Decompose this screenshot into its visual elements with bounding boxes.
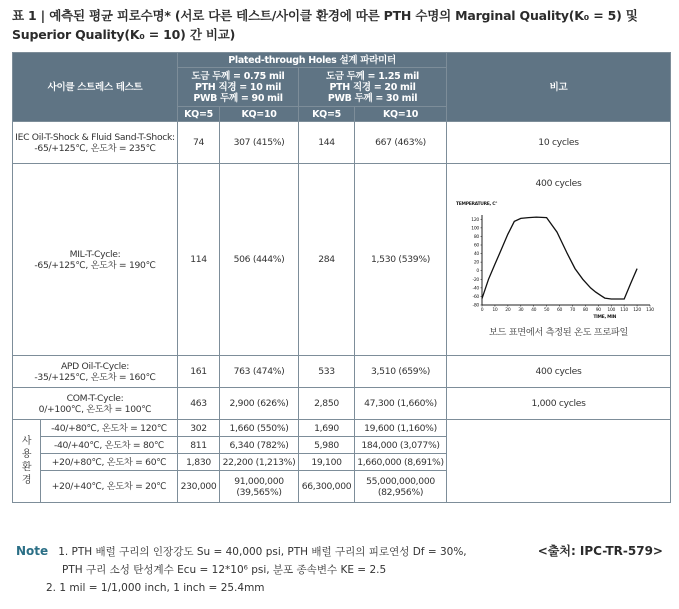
x-tick-label: 50 (543, 308, 549, 313)
remark-empty (447, 420, 671, 503)
remark-cell: 1,000 cycles (447, 388, 671, 420)
note-label: Note (16, 544, 49, 558)
env-label-char: 사 (21, 436, 32, 447)
test-range: 0/+100℃, 온도차 = 100℃ (38, 403, 152, 415)
value-cell: 161 (178, 356, 220, 388)
value-cell: 811 (178, 437, 220, 454)
test-name: MIL-T-Cycle: (69, 248, 121, 260)
temperature-profile-chart (454, 195, 664, 325)
header-test: 사이클 스트레스 테스트 (13, 53, 178, 122)
value-cell: 22,200 (1,213%) (220, 454, 299, 471)
source-label: <출처: IPC-TR-579> (537, 544, 663, 558)
x-tick-label: 0 (480, 308, 483, 313)
chart-caption: 보드 표면에서 측정된 온도 프로파일 (488, 327, 629, 338)
env-test: -40/+80℃, 온도차 = 120℃ (41, 420, 178, 437)
value-cell: 506 (444%) (220, 164, 299, 356)
value-cell: 19,100 (299, 454, 355, 471)
value-cell: 144 (299, 122, 355, 164)
value-cell (220, 471, 299, 503)
set1-line: PWB 두께 = 90 mil (193, 92, 283, 104)
note-line: PTH 구리 소성 탄성계수 Ecu = 12*10⁶ psi, 분포 종속변수 KE = 2.5 (62, 564, 387, 576)
table-row (13, 356, 671, 388)
value-cell: 302 (178, 420, 220, 437)
value-line: (39,565%) (236, 486, 282, 498)
value-cell: 66,300,000 (299, 471, 355, 503)
x-tick-label: 80 (582, 308, 588, 313)
x-tick-label: 110 (619, 308, 628, 313)
x-tick-label: 90 (595, 308, 601, 313)
value-cell: 184,000 (3,077%) (355, 437, 447, 454)
table-row (13, 122, 671, 164)
value-cell: 19,600 (1,160%) (355, 420, 447, 437)
set1-line: PTH 직경 = 10 mil (194, 81, 282, 93)
value-cell: 74 (178, 122, 220, 164)
y-tick-label: -20 (472, 277, 479, 283)
value-cell: 114 (178, 164, 220, 356)
env-test: +20/+40℃, 온도차 = 20℃ (41, 471, 178, 503)
note-line: 1. PTH 배럴 구리의 인장강도 Su = 40,000 psi, PTH 배럴 구리의 피로연성 Df = 30%, (58, 546, 467, 558)
env-test: -40/+40℃, 온도차 = 80℃ (41, 437, 178, 454)
set2-line: PWB 두께 = 30 mil (327, 92, 418, 104)
temperature-line (482, 217, 637, 299)
value-cell: 1,830 (178, 454, 220, 471)
env-row (13, 420, 671, 437)
remark-cycles: 400 cycles (535, 178, 582, 189)
env-test: +20/+80℃, 온도차 = 60℃ (41, 454, 178, 471)
note-line: 2. 1 mil = 1/1,000 inch, 1 inch = 25.4mm (46, 582, 265, 594)
x-tick-label: 40 (530, 308, 536, 313)
table-row (13, 164, 671, 356)
test-cell (13, 388, 178, 420)
value-cell: 667 (463%) (355, 122, 447, 164)
y-tick-label: 120 (470, 217, 479, 223)
env-label (13, 420, 41, 503)
set1-line: 도금 두께 = 0.75 mil (191, 70, 285, 82)
x-tick-label: 120 (632, 308, 641, 313)
set2-line: PTH 직경 = 20 mil (329, 81, 416, 93)
env-label-char: 경 (21, 475, 32, 486)
y-tick-label: 100 (470, 226, 479, 232)
remark-cell (447, 164, 671, 356)
fatigue-life-table (12, 52, 671, 503)
y-tick-label: 0 (475, 269, 479, 275)
value-cell: 47,300 (1,660%) (355, 388, 447, 420)
y-tick-label: 40 (473, 252, 479, 258)
value-cell: 1,690 (299, 420, 355, 437)
env-label-char: 환 (21, 462, 32, 473)
value-cell: 2,850 (299, 388, 355, 420)
header-kq5: KQ=5 (178, 107, 220, 122)
header-kq10: KQ=10 (355, 107, 447, 122)
test-name: IEC Oil-T-Shock & Fluid Sand-T-Shock: (15, 131, 175, 143)
x-tick-label: 130 (645, 308, 654, 313)
header-kq10: KQ=10 (220, 107, 299, 122)
test-cell (13, 122, 178, 164)
test-name: COM-T-Cycle: (66, 392, 124, 404)
note-block (16, 542, 467, 597)
remark-cell: 10 cycles (447, 122, 671, 164)
test-range: -65/+125℃, 온도차 = 235℃ (34, 142, 156, 154)
y-tick-label: 20 (473, 260, 479, 266)
test-cell (13, 356, 178, 388)
test-name: APD Oil-T-Cycle: (60, 360, 130, 372)
header-remarks: 비고 (447, 53, 671, 122)
value-cell: 307 (415%) (220, 122, 299, 164)
x-tick-label: 10 (491, 308, 498, 313)
value-cell: 533 (299, 356, 355, 388)
test-range: -65/+125℃, 온도차 = 190℃ (34, 259, 156, 271)
y-tick-label: -80 (472, 303, 479, 309)
header-set1 (178, 68, 299, 107)
value-cell: 763 (474%) (220, 356, 299, 388)
remark-cell: 400 cycles (447, 356, 671, 388)
test-range: -35/+125℃, 온도차 = 160℃ (34, 371, 156, 383)
header-set2 (299, 68, 447, 107)
value-cell: 463 (178, 388, 220, 420)
value-cell: 284 (299, 164, 355, 356)
x-tick-label: 60 (556, 308, 562, 313)
value-cell: 1,660,000 (8,691%) (355, 454, 447, 471)
value-line: 91,000,000 (234, 475, 284, 487)
table-row (13, 388, 671, 420)
value-cell: 2,900 (626%) (220, 388, 299, 420)
value-cell: 3,510 (659%) (355, 356, 447, 388)
value-cell: 5,980 (299, 437, 355, 454)
y-tick-label: 60 (473, 243, 479, 249)
y-axis-label: TEMPERATURE, C° (455, 202, 497, 207)
value-line: 55,000,000,000 (366, 475, 435, 487)
set2-line: 도금 두께 = 1.25 mil (326, 70, 419, 82)
y-tick-label: 80 (473, 234, 479, 240)
table-title: 표 1 | 예측된 평균 피로수명* (서로 다른 테스트/사이클 환경에 따른 PTH 수명의 Marginal Quality(K₀ = 5) 및 Superior Quality(K₀ = 10) 간 비교) (12, 8, 638, 42)
x-tick-label: 70 (569, 308, 575, 313)
value-cell: 230,000 (178, 471, 220, 503)
header-group: Plated-through Holes 설계 파라미터 (178, 53, 447, 68)
value-cell: 6,340 (782%) (220, 437, 299, 454)
header-kq5: KQ=5 (299, 107, 355, 122)
x-tick-label: 100 (606, 308, 615, 313)
y-tick-label: -40 (472, 286, 479, 292)
value-cell: 1,530 (539%) (355, 164, 447, 356)
value-cell: 1,660 (550%) (220, 420, 299, 437)
value-line: (82,956%) (377, 486, 424, 498)
x-tick-label: 20 (504, 308, 510, 313)
env-label-char: 용 (21, 449, 32, 460)
x-tick-label: 30 (517, 308, 523, 313)
x-axis-label: TIME, MIN (592, 315, 616, 320)
test-cell (13, 164, 178, 356)
value-cell (355, 471, 447, 503)
y-tick-label: -60 (472, 294, 479, 300)
